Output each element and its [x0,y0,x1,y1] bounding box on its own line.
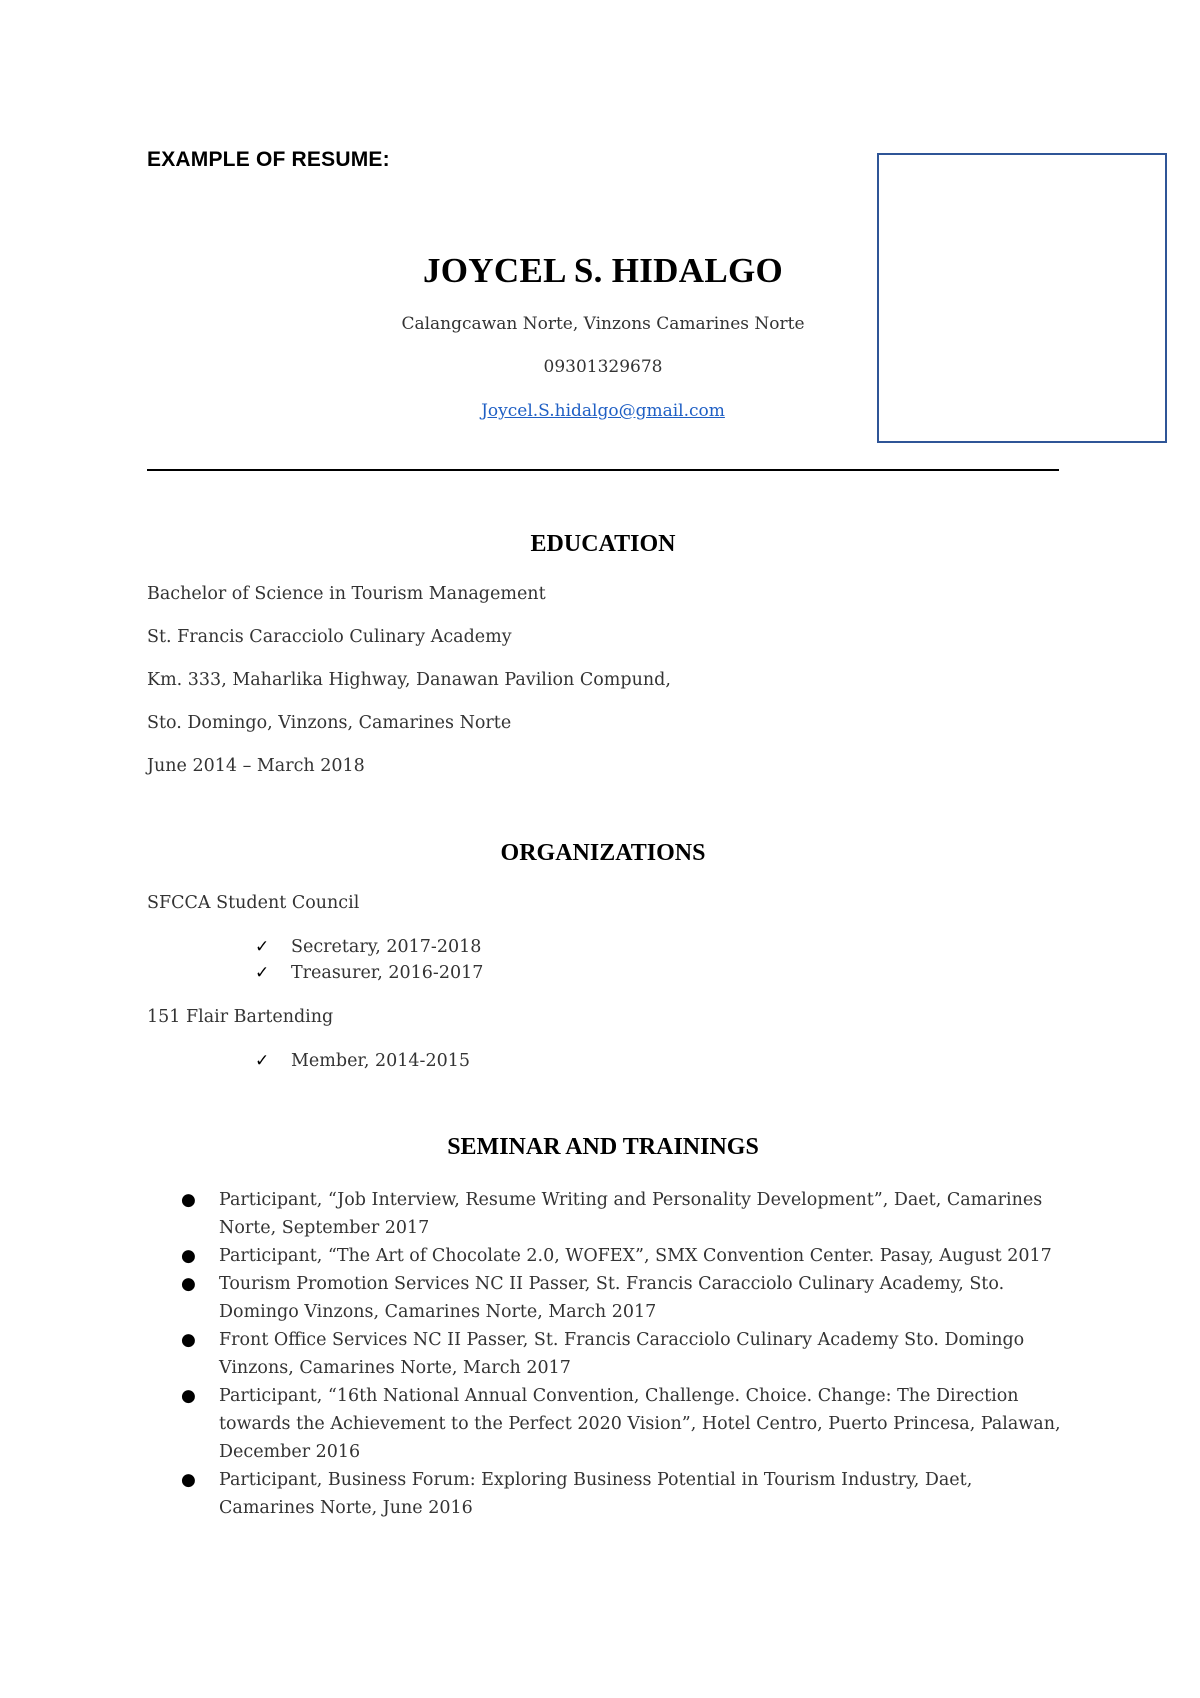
education-address-line-2: Sto. Domingo, Vinzons, Camarines Norte [147,713,512,733]
email-link[interactable]: Joycel.S.hidalgo@gmail.com [481,401,725,421]
address: Calangcawan Norte, Vinzons Camarines Norte [401,314,805,334]
seminars-heading: SEMINAR AND TRAININGS [447,1134,759,1160]
education-address-line-1: Km. 333, Maharlika Highway, Danawan Pavilion Compund, [147,670,671,690]
list-item: ● Front Office Services NC II Passer, St. Francis Caracciolo Culinary Academy Sto. Domingo Vinzons, Camarines Norte, March 2017 [181,1326,1061,1382]
education-degree: Bachelor of Science in Tourism Management [147,584,546,604]
list-item: ● Participant, “The Art of Chocolate 2.0, WOFEX”, SMX Convention Center. Pasay, August 2017 [181,1242,1061,1270]
list-item: ● Participant, “16th National Annual Convention, Challenge. Choice. Change: The Direction towards the Achievement to the Perfect 2020 Vision”, Hotel Centro, Puerto Princesa, Palawan, December 2016 [181,1382,1061,1466]
bullet-icon: ● [181,1246,196,1266]
bullet-icon: ● [181,1330,196,1350]
bullet-icon: ● [181,1470,196,1490]
list-item: ● Participant, Business Forum: Exploring Business Potential in Tourism Industry, Daet, Camarines Norte, June 2016 [181,1466,1061,1522]
bullet-icon: ● [181,1386,196,1406]
org-role: ✓ Member, 2014-2015 [255,1051,470,1071]
checkmark-icon: ✓ [255,963,270,983]
email-line [147,401,1059,421]
education-school: St. Francis Caracciolo Culinary Academy [147,627,512,647]
seminar-list [181,1186,1061,1522]
org-role: ✓ Treasurer, 2016-2017 [255,963,484,983]
org-name: SFCCA Student Council [147,893,360,913]
applicant-name: JOYCEL S. HIDALGO [422,251,784,290]
org-name: 151 Flair Bartending [147,1007,334,1027]
org-role: ✓ Secretary, 2017-2018 [255,937,482,957]
education-dates: June 2014 – March 2018 [147,756,365,776]
bullet-icon: ● [181,1274,196,1294]
header-divider [147,469,1059,471]
checkmark-icon: ✓ [255,937,270,957]
organizations-heading: ORGANIZATIONS [500,840,706,866]
document-label: EXAMPLE OF RESUME: [147,148,390,171]
photo-placeholder [877,153,1167,443]
phone-number: 09301329678 [543,357,663,377]
list-item: ● Participant, “Job Interview, Resume Writing and Personality Development”, Daet, Camarines Norte, September 2017 [181,1186,1061,1242]
bullet-icon: ● [181,1190,196,1210]
education-heading: EDUCATION [530,531,676,557]
list-item: ● Tourism Promotion Services NC II Passer, St. Francis Caracciolo Culinary Academy, Sto. Domingo Vinzons, Camarines Norte, March 2017 [181,1270,1061,1326]
checkmark-icon: ✓ [255,1051,270,1071]
